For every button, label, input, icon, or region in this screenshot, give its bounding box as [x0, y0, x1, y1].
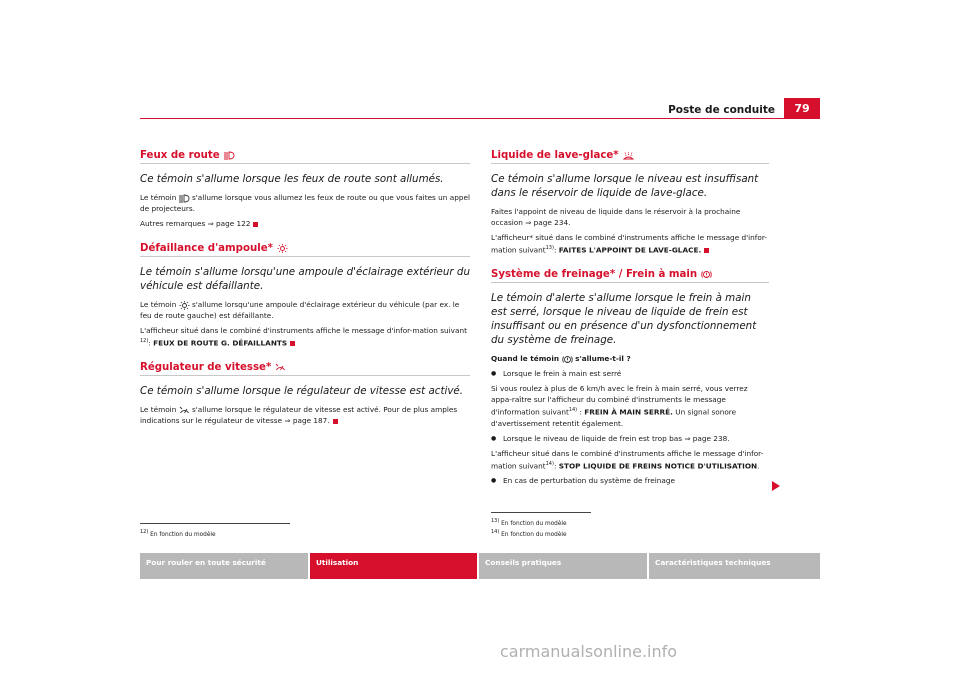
question-heading: Quand le témoin s'allume-t-il ?	[491, 354, 631, 364]
cruise-control-icon	[275, 363, 286, 372]
nav-tab-utilisation[interactable]: Utilisation	[310, 553, 477, 579]
left-column	[140, 150, 470, 440]
section-high-beam	[140, 150, 470, 229]
page-header-title: Poste de conduite	[668, 104, 775, 116]
section-lead: Le témoin d'alerte s'allume lorsque le frein à main est serré, lorsque le niveau de liquide de frein est insuffisant ou en présence d'un dysfonctionnement du système de freinage.	[491, 292, 757, 347]
paragraph: Le témoin s'allume lorsqu'une ampoule d'éclairage extérieur du véhicule (par ex. le feu de route gauche) est défaillante.	[140, 300, 460, 320]
bullet-item: ● Lorsque le frein à main est serré	[491, 368, 769, 379]
end-mark	[290, 341, 295, 346]
right-column	[491, 150, 769, 500]
bullet-item: ● Lorsque le niveau de liquide de frein est trop bas ⇒ page 238.	[491, 433, 769, 444]
paragraph: Le témoin s'allume lorsque le régulateur de vitesse est activé. Pour de plus amples indications sur le régulateur de vitesse ⇒ page 187.	[140, 405, 458, 426]
right-footnotes	[491, 512, 769, 539]
section-title: Système de freinage* / Frein à main	[491, 269, 769, 283]
bullet-item: ● En cas de perturbation du système de freinage	[491, 475, 769, 486]
section-washer-fluid	[491, 150, 769, 255]
brake-warning-icon	[562, 355, 573, 364]
nav-tab-technical-specs[interactable]: Caractéristiques techniques	[649, 553, 820, 579]
end-mark	[704, 248, 709, 253]
paragraph: L'afficheur situé dans le combiné d'instruments affiche le message d'infor-mation suivant $^{12)}$: FEUX DE ROUTE G. DÉFAILLANTS	[140, 326, 467, 348]
section-title: Régulateur de vitesse*	[140, 362, 470, 376]
section-lead: Ce témoin s'allume lorsque les feux de route sont allumés.	[140, 173, 444, 185]
cruise-control-icon	[179, 406, 190, 415]
section-title: Feux de route	[140, 150, 470, 164]
section-lead: Ce témoin s'allume lorsque le régulateur de vitesse est activé.	[140, 385, 464, 398]
paragraph: Autres remarques ⇒ page 122	[140, 218, 470, 229]
section-title: Liquide de lave-glace*	[491, 150, 769, 164]
bulb-failure-icon	[277, 244, 288, 253]
section-cruise-control	[140, 362, 470, 426]
section-lead: Ce témoin s'allume lorsque le niveau est insuffisant dans le réservoir de liquide de lave-glace.	[491, 173, 759, 199]
section-lead: Le témoin s'allume lorsqu'une ampoule d'éclairage extérieur du véhicule est défaillante.	[140, 266, 470, 292]
nav-tab-practical-tips[interactable]: Conseils pratiques	[479, 553, 647, 579]
watermark: carmanualsonline.info	[500, 642, 678, 661]
end-mark	[333, 419, 338, 424]
section-brake-system	[491, 269, 769, 486]
nav-tab-safety[interactable]: Pour rouler en toute sécurité	[140, 553, 308, 579]
footnote: $^{14)}$ En fonction du modèle	[491, 528, 567, 538]
footnote: $^{12)}$ En fonction du modèle	[140, 529, 216, 538]
footnote-rule	[491, 512, 591, 513]
paragraph: L'afficheur situé dans le combiné d'instruments affiche le message d'infor-mation suivant$^{14)}$: STOP LIQUIDE DE FREINS NOTICE D'UTILISATION.	[491, 448, 764, 471]
high-beam-icon	[179, 194, 190, 203]
washer-fluid-icon	[623, 151, 634, 160]
paragraph: Si vous roulez à plus de 6 km/h avec le frein à main serré, vous verrez appa-raître sur l'afficheur du combiné d'instruments le message d'information suivant$^{14)}$ : FREIN À MAIN SERRÉ. Un signal sonore d'avertissement retentit également.	[491, 384, 748, 428]
chapter-nav	[140, 553, 820, 579]
header-rule	[140, 118, 820, 119]
left-footnotes	[140, 523, 470, 539]
brake-warning-icon	[701, 270, 712, 279]
high-beam-icon	[224, 151, 235, 160]
page-number: 79	[784, 98, 820, 118]
bulb-failure-icon	[179, 301, 190, 310]
next-page-arrow-icon	[772, 481, 780, 491]
paragraph: L'afficheur* situé dans le combiné d'instruments affiche le message d'infor-mation suivant$^{13)}$: FAITES L'APPOINT DE LAVE-GLACE.	[491, 233, 767, 255]
paragraph: Faites l'appoint de niveau de liquide dans le réservoir à la prochaine occasion ⇒ page 234.	[491, 207, 741, 227]
section-title: Défaillance d'ampoule*	[140, 243, 470, 257]
paragraph: Le témoin s'allume lorsque vous allumez les feux de route ou que vous faites un appel de projecteurs.	[140, 193, 471, 213]
section-bulb-failure	[140, 243, 470, 348]
footnote-rule	[140, 523, 290, 524]
footnote: $^{13)}$ En fonction du modèle	[491, 518, 567, 527]
end-mark	[253, 222, 258, 227]
